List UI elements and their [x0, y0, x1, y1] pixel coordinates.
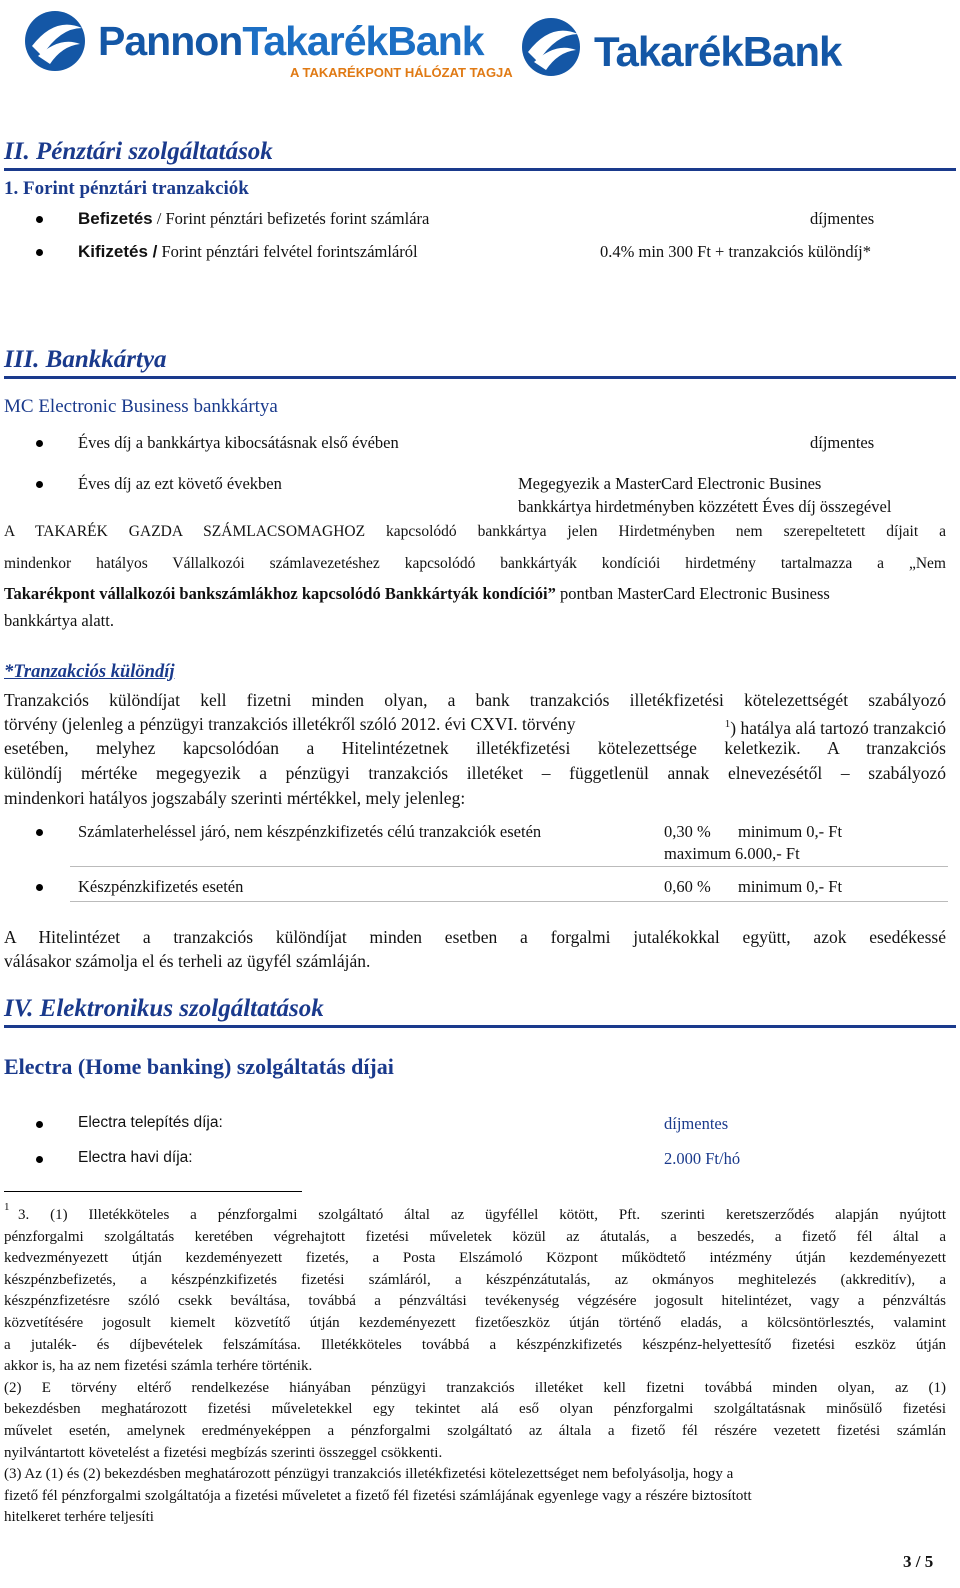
footnote-line: 3. (1) Illetékköteles a pénzforgalmi szolgáltató által az ügyféllel kötött, Pft. szerinti keretszerződés alapján nyújtott: [18, 1207, 946, 1223]
bullet: [36, 829, 43, 836]
section-3-rule: [4, 376, 956, 379]
card-title: MC Electronic Business bankkártya: [4, 396, 278, 417]
annual-fee-later-value-2: bankkártya hirdetményben közzétett Éves díj összegével: [518, 497, 892, 516]
logo-text-takarek: Takarék: [242, 18, 388, 64]
logo-tagline: A TAKARÉKPONT HÁLÓZAT TAGJA: [290, 65, 513, 80]
logo-pannon-takarekbank: [20, 6, 513, 86]
card-paragraph-line-3: Takarékpont vállalkozói bankszámlákhoz kapcsolódó Bankkártyák kondíciói” pontban MasterCard Electronic Business: [4, 584, 830, 603]
annual-fee-later-label: Éves díj az ezt követő években: [78, 474, 282, 493]
bullet: [36, 440, 43, 447]
footnote-line: készpénzbefizetés, a készpénzkifizetés fizetési számláról, a készpénzátutalás, az okmányos meghitelezés (akkreditív), a: [4, 1271, 946, 1288]
footnote-line: nyilvántartott követelést a fizetési megbízás szerinti összeggel csökkenti.: [4, 1444, 443, 1461]
footnote-line: (3) Az (1) és (2) bekezdésben meghatározott pénzügyi tranzakciós illetékfizetési kötelezettséget nem befolyásolja, hogy a: [4, 1466, 734, 1483]
pannon-swoosh-icon: [20, 6, 90, 76]
footnote-line: közvetítésére jogosult kiemelt közvetítő útján kezdeményezett fizetőeszköz útján történő eladás, a kölcsöntörlesztés, valamint: [4, 1315, 946, 1331]
fee-row-1-pct: 0,30 %: [664, 822, 711, 841]
footnote-separator: [4, 1191, 302, 1192]
closing-line-2: válásakor számolja el és terheli az ügyfél számláján.: [4, 951, 371, 971]
electra-install-label: Electra telepítés díja:: [78, 1114, 223, 1131]
electra-title: Electra (Home banking) szolgáltatás díjai: [4, 1054, 394, 1079]
tranzakcios-heading: *Tranzakciós különdíj: [4, 662, 175, 682]
bullet: [36, 249, 43, 256]
annual-fee-first-year-label: Éves díj a bankkártya kibocsátásnak első évében: [78, 433, 399, 452]
section-2-title: II. Pénztári szolgáltatások: [4, 138, 273, 165]
annual-fee-first-year-value: díjmentes: [810, 433, 875, 452]
card-paragraph-line-4: bankkártya alatt.: [4, 611, 114, 630]
cash-withdrawal-label: Kifizetés / Forint pénztári felvétel forintszámláról: [78, 242, 418, 261]
footnote-ref: 1: [724, 718, 731, 730]
closing-line-1: A Hitelintézet a tranzakciós különdíjat minden esetben a forgalmi jutalékokkal együtt, azok esedékessé: [4, 927, 946, 947]
fee-row-1-max: maximum 6.000,- Ft: [664, 844, 800, 863]
tranzakcios-line-2: törvény (jelenleg a pénzügyi tranzakciós illetékről szóló 2012. évi CXVI. törvény $^1$) hatálya alá tartozó tranzakció: [4, 714, 946, 738]
fee-divider: [70, 866, 948, 867]
fee-row-1-min: minimum 0,- Ft: [738, 822, 843, 841]
page-number: 3 / 5: [903, 1552, 934, 1571]
fee-row-2-min: minimum 0,- Ft: [738, 877, 843, 896]
logo2-text-bank: Bank: [742, 28, 842, 75]
fee-row-2-label: Készpénzkifizetés esetén: [78, 877, 244, 896]
electra-monthly-label: Electra havi díja:: [78, 1149, 193, 1166]
footnote-line: készpénzfizetésre szóló csekk beváltása, továbbá a pénzváltási tevékenység végzésére jogosult hitelintézet, vagy a pénzváltás: [4, 1293, 946, 1310]
footnote-line: akkor is, ha az nem fizetési számla terhére történik.: [4, 1358, 313, 1375]
fee-row-2-pct: 0,60 %: [664, 877, 711, 896]
bullet: [36, 1156, 43, 1163]
cash-deposit-fee: díjmentes: [810, 209, 875, 228]
card-paragraph-line-2: mindenkor hatályos Vállalkozói számlavezetéshez kapcsolódó bankkártyák kondíciói hirdetmény tartalmazza a „Nem: [4, 555, 946, 572]
tranzakcios-line-4: különdíj mértéke megegyezik a pénzügyi tranzakciós illetéket – függetlenül annak elnevezésétől – szabályozó: [4, 763, 946, 783]
cash-withdrawal-fee: 0.4% min 300 Ft + tranzakciós különdíj*: [600, 242, 871, 261]
section-3-title: III. Bankkártya: [4, 346, 167, 373]
bullet: [36, 884, 43, 891]
footnote-line: hitelkeret terhére teljesíti: [4, 1509, 154, 1526]
tranzakcios-line-5: mindenkori hatályos jogszabály szerinti mértékkel, mely jelenleg:: [4, 788, 466, 808]
card-paragraph-line-1: A TAKARÉK GAZDA SZÁMLACSOMAGHOZ kapcsolódó bankkártya jelen Hirdetményben nem szerepeltetett díjait a: [4, 523, 946, 540]
footnote-mark: 1: [4, 1201, 10, 1213]
footnote-line: kedvezményezett útján kezdeményezett fizetés, a Posta Elszámoló Központ működtető intézmény útján kezdeményezett: [4, 1250, 946, 1267]
section-4-rule: [4, 1025, 956, 1028]
logo-takarekbank: [518, 14, 948, 84]
bullet: [36, 481, 43, 488]
logo2-text-takarek: Takarék: [594, 28, 743, 75]
footnote-line: pénzforgalmi szolgáltatás keretében végrehajtott fizetési műveletek közül az átutalás, a beszedés, a fizető fél által a: [4, 1228, 946, 1245]
logo-text-bank: Bank: [387, 18, 484, 64]
tranzakcios-line-1: Tranzakciós különdíjat kell fizetni minden olyan, a bank tranzakciós illetékfizetési kötelezettségét szabályozó: [4, 690, 946, 710]
section-4-title: IV. Elektronikus szolgáltatások: [4, 995, 324, 1022]
footnote-line: művelet esetén, amelynek eredményeképpen a pénzforgalmi szolgáltató az általa a fizető fél részére vezetett fizetési számlán: [4, 1423, 946, 1439]
footnote-line: (2) E törvény eltérő rendelkezése hiányában pénzügyi tranzakciós illetéket kell fizetni továbbá minden olyan, az (1): [4, 1379, 946, 1396]
tranzakcios-line-3: esetében, melyhez kapcsolódóan a Hitelintézetnek illetékfizetési kötelezettsége keletkezik. A tranzakciós: [4, 738, 946, 758]
electra-monthly-value: 2.000 Ft/hó: [664, 1149, 741, 1168]
section-2-subtitle: 1. Forint pénztári tranzakciók: [4, 178, 249, 199]
footnote-line: fizető fél pénzforgalmi szolgáltatója a fizetési műveletet a fizető fél fizetési számlájának egyenlege vagy a részére biztosított: [4, 1487, 752, 1504]
logo-text-pannon: Pannon: [98, 18, 243, 64]
annual-fee-later-value-1: Megegyezik a MasterCard Electronic Busines: [518, 474, 822, 493]
footnote-line: a jutalék- és díjbevételek felszámítása. Illetékköteles továbbá a készpénzkifizetés készpénz-helyettesítő fizetési eszköz útján: [4, 1336, 946, 1353]
bullet: [36, 216, 43, 223]
takarek-swoosh-icon: [518, 14, 584, 80]
cash-deposit-label: Befizetés / Forint pénztári befizetés forint számlára: [78, 209, 430, 228]
fee-row-1-label: Számlaterheléssel járó, nem készpénzkifizetés célú tranzakciók esetén: [78, 822, 542, 841]
footnote-line: bekezdésben meghatározott fizetési műveletekkel egy tekintet alá eső olyan pénzforgalmi szolgáltatásnak minősülő fizetési: [4, 1401, 946, 1418]
section-2-rule: [4, 168, 956, 171]
electra-install-value: díjmentes: [664, 1114, 729, 1133]
fee-divider: [70, 901, 948, 902]
bullet: [36, 1121, 43, 1128]
